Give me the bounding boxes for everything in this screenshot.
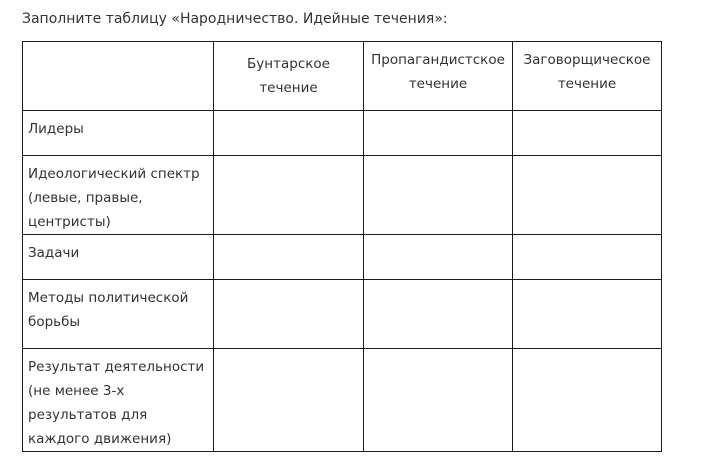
column-header-rebel: Бунтарское течение — [214, 42, 364, 111]
answer-cell[interactable] — [214, 156, 364, 235]
row-label-methods: Методы политической борьбы — [23, 280, 214, 349]
table-row — [23, 349, 662, 452]
row-label-leaders: Лидеры — [23, 111, 214, 156]
answer-cell[interactable] — [513, 235, 662, 280]
row-label-tasks: Задачи — [23, 235, 214, 280]
answer-cell[interactable] — [513, 349, 662, 452]
row-label-ideology: Идеологический спектр (левые, правые, центристы) — [23, 156, 214, 235]
column-header-propaganda: Пропагандистское течение — [364, 42, 513, 111]
table-row — [23, 280, 662, 349]
page-title: Заполните таблицу «Народничество. Идейные течения»: — [22, 11, 448, 27]
movements-table — [22, 41, 662, 452]
row-label-results: Результат деятельности (не менее 3-х результатов для каждого движения) — [23, 349, 214, 452]
table-row — [23, 235, 662, 280]
answer-cell[interactable] — [364, 349, 513, 452]
answer-cell[interactable] — [513, 280, 662, 349]
answer-cell[interactable] — [364, 156, 513, 235]
table-header-row — [23, 42, 662, 111]
answer-cell[interactable] — [214, 111, 364, 156]
corner-header-cell — [23, 42, 214, 111]
answer-cell[interactable] — [214, 349, 364, 452]
column-header-conspiracy: Заговорщическое течение — [513, 42, 662, 111]
table-row — [23, 111, 662, 156]
answer-cell[interactable] — [364, 111, 513, 156]
table-row — [23, 156, 662, 235]
answer-cell[interactable] — [364, 235, 513, 280]
answer-cell[interactable] — [214, 280, 364, 349]
answer-cell[interactable] — [364, 280, 513, 349]
answer-cell[interactable] — [214, 235, 364, 280]
answer-cell[interactable] — [513, 111, 662, 156]
answer-cell[interactable] — [513, 156, 662, 235]
